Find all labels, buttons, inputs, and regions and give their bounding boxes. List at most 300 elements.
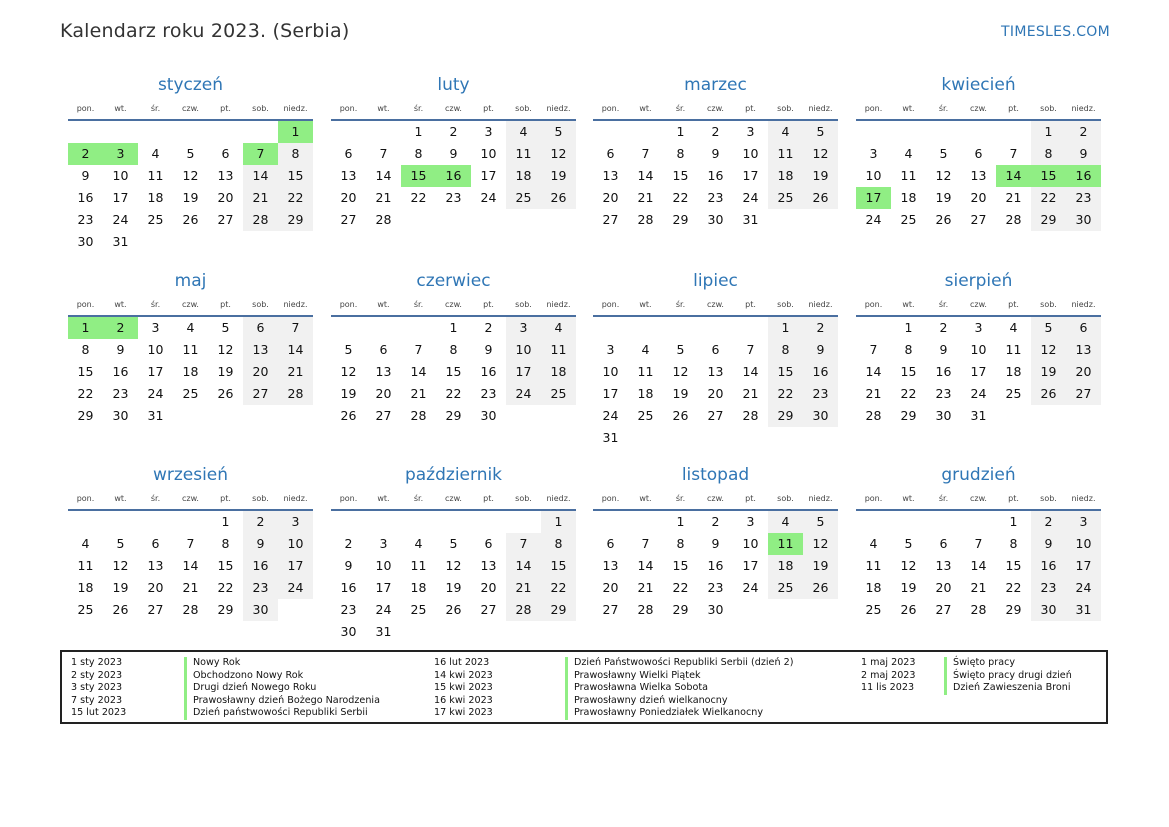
empty-cell — [68, 511, 103, 533]
day-cell: 27 — [1066, 383, 1101, 405]
day-cell: 17 — [147, 364, 164, 379]
day-cell: 12 — [340, 364, 357, 379]
day-cell: 18 — [541, 361, 576, 383]
weekday-label: niedz. — [283, 103, 308, 113]
day-cell: 5 — [221, 320, 230, 335]
day-cell: 4 — [768, 511, 803, 533]
day-cell: 18 — [900, 190, 917, 205]
day-cell: 14 — [970, 558, 987, 573]
day-cell: 12 — [803, 143, 838, 165]
weekday-header — [856, 293, 1101, 315]
weekday-header — [593, 293, 838, 315]
weekday-header — [331, 293, 576, 315]
weekday-label: pon. — [339, 493, 358, 503]
weekday-label: sob. — [777, 493, 794, 503]
day-cell: 9 — [1031, 533, 1066, 555]
day-cell: 15 — [278, 165, 313, 187]
day-cell: 10 — [278, 533, 313, 555]
day-cell: 29 — [672, 212, 689, 227]
day-cell: 16 — [1031, 555, 1066, 577]
day-cell: 6 — [484, 536, 493, 551]
weekday-label: śr. — [413, 299, 424, 309]
day-cell: 7 — [974, 536, 983, 551]
holiday-day-cell: 1 — [278, 121, 313, 143]
day-cell: 5 — [803, 121, 838, 143]
day-cell: 27 — [340, 212, 357, 227]
weekday-label: pon. — [601, 103, 620, 113]
weekday-label: śr. — [150, 103, 161, 113]
day-cell: 14 — [865, 364, 882, 379]
day-cell: 25 — [865, 602, 882, 617]
day-cell: 10 — [742, 536, 759, 551]
day-cell: 21 — [243, 187, 278, 209]
day-cell: 19 — [445, 580, 462, 595]
day-cell: 9 — [116, 342, 125, 357]
day-cell: 22 — [1005, 580, 1022, 595]
day-cell: 21 — [637, 190, 654, 205]
day-cell: 10 — [480, 146, 497, 161]
day-cell: 22 — [768, 383, 803, 405]
day-cell: 29 — [1005, 602, 1022, 617]
day-cell: 16 — [707, 168, 724, 183]
holiday-day-cell: 14 — [996, 165, 1031, 187]
day-cell: 1 — [676, 514, 685, 529]
weekday-label: pon. — [339, 299, 358, 309]
day-cell: 29 — [445, 408, 462, 423]
weekday-label: sob. — [515, 103, 532, 113]
day-cell: 25 — [768, 187, 803, 209]
day-cell: 29 — [672, 602, 689, 617]
day-cell: 4 — [768, 121, 803, 143]
day-cell: 23 — [1031, 577, 1066, 599]
day-cell: 21 — [506, 577, 541, 599]
weekday-label: czw. — [970, 493, 987, 503]
day-cell: 25 — [147, 212, 164, 227]
weekday-label: pt. — [483, 299, 494, 309]
weekday-label: wt. — [902, 103, 915, 113]
day-cell: 24 — [865, 212, 882, 227]
holiday-day-cell: 16 — [1066, 165, 1101, 187]
day-cell: 30 — [1066, 209, 1101, 231]
day-cell: 28 — [1005, 212, 1022, 227]
day-cell: 19 — [112, 580, 129, 595]
day-cell: 7 — [186, 536, 195, 551]
day-cell: 2 — [1031, 511, 1066, 533]
weekday-label: czw. — [445, 299, 462, 309]
day-cell: 7 — [641, 146, 650, 161]
day-cell: 4 — [641, 342, 650, 357]
site-link[interactable]: TIMESLES.COM — [1001, 24, 1110, 40]
empty-cell — [593, 121, 628, 143]
weekday-label: pt. — [483, 103, 494, 113]
day-cell: 26 — [541, 187, 576, 209]
day-cell: 12 — [672, 364, 689, 379]
day-cell: 20 — [375, 386, 392, 401]
empty-cell — [663, 317, 698, 339]
weekday-label: czw. — [707, 103, 724, 113]
day-cell: 22 — [445, 386, 462, 401]
day-cell: 22 — [77, 386, 94, 401]
month-name: wrzesień — [152, 465, 229, 485]
day-cell: 19 — [340, 386, 357, 401]
day-cell: 31 — [112, 234, 129, 249]
weekday-label: śr. — [413, 493, 424, 503]
month-name: październik — [404, 465, 503, 485]
holiday-name: Prawosławny Poniedziałek Wielkanocny — [565, 707, 793, 720]
day-cell: 5 — [939, 146, 948, 161]
holiday-day-cell: 11 — [768, 533, 803, 555]
holiday-day-cell: 15 — [1031, 165, 1066, 187]
weekday-label: wt. — [114, 103, 127, 113]
day-cell: 23 — [707, 580, 724, 595]
weekday-label: niedz. — [283, 299, 308, 309]
day-cell: 5 — [116, 536, 125, 551]
month-name: kwiecień — [941, 75, 1016, 95]
day-cell: 13 — [970, 168, 987, 183]
day-cell: 10 — [865, 168, 882, 183]
day-cell: 5 — [449, 536, 458, 551]
day-cell: 8 — [278, 143, 313, 165]
holiday-day-cell: 16 — [436, 165, 471, 187]
day-cell: 19 — [803, 165, 838, 187]
days-grid — [856, 511, 1101, 621]
empty-cell — [996, 121, 1031, 143]
day-cell: 2 — [711, 124, 720, 139]
weekday-label: sob. — [1040, 493, 1057, 503]
day-cell: 17 — [1066, 555, 1101, 577]
day-cell: 8 — [1031, 143, 1066, 165]
month-11 — [593, 463, 838, 621]
day-cell: 23 — [77, 212, 94, 227]
month-3 — [593, 73, 838, 231]
day-cell: 9 — [711, 536, 720, 551]
weekday-label: czw. — [445, 103, 462, 113]
weekday-label: pon. — [864, 299, 883, 309]
page-title: Kalendarz roku 2023. (Serbia) — [60, 20, 350, 42]
weekday-label: śr. — [938, 299, 949, 309]
day-cell: 16 — [935, 364, 952, 379]
day-cell: 31 — [1066, 599, 1101, 621]
empty-cell — [628, 121, 663, 143]
day-cell: 15 — [1005, 558, 1022, 573]
weekday-label: pt. — [745, 103, 756, 113]
holiday-name: Dzień Zawieszenia Broni — [944, 682, 1072, 695]
day-cell: 20 — [243, 361, 278, 383]
day-cell: 26 — [340, 408, 357, 423]
empty-cell — [208, 121, 243, 143]
day-cell: 6 — [974, 146, 983, 161]
day-cell: 30 — [112, 408, 129, 423]
day-cell: 19 — [217, 364, 234, 379]
weekday-header — [331, 487, 576, 509]
days-grid — [68, 121, 313, 253]
weekday-label: śr. — [675, 299, 686, 309]
day-cell: 9 — [344, 558, 353, 573]
day-cell: 1 — [541, 511, 576, 533]
empty-cell — [366, 511, 401, 533]
day-cell: 28 — [742, 408, 759, 423]
day-cell: 25 — [900, 212, 917, 227]
day-cell: 17 — [602, 386, 619, 401]
day-cell: 12 — [1031, 339, 1066, 361]
empty-cell — [173, 511, 208, 533]
day-cell: 16 — [803, 361, 838, 383]
weekday-label: sob. — [777, 103, 794, 113]
month-name: sierpień — [944, 271, 1013, 291]
month-4 — [856, 73, 1101, 231]
day-cell: 29 — [77, 408, 94, 423]
holiday-date: 1 maj 2023 — [861, 657, 916, 668]
day-cell: 3 — [151, 320, 160, 335]
day-cell: 17 — [112, 190, 129, 205]
day-cell: 11 — [865, 558, 882, 573]
holiday-name: Dzień państwowości Republiki Serbii — [184, 707, 380, 720]
weekday-label: sob. — [252, 493, 269, 503]
day-cell: 9 — [939, 342, 948, 357]
day-cell: 7 — [379, 146, 388, 161]
day-cell: 6 — [221, 146, 230, 161]
weekday-label: sob. — [777, 299, 794, 309]
day-cell: 4 — [1009, 320, 1018, 335]
day-cell: 8 — [449, 342, 458, 357]
month-name: maj — [174, 271, 207, 291]
holiday-name: Prawosławny dzień Bożego Narodzenia — [184, 695, 380, 708]
day-cell: 8 — [81, 342, 90, 357]
day-cell: 1 — [768, 317, 803, 339]
empty-cell — [138, 511, 173, 533]
day-cell: 22 — [541, 577, 576, 599]
day-cell: 18 — [182, 364, 199, 379]
month-name: styczeń — [157, 75, 224, 95]
day-cell: 3 — [506, 317, 541, 339]
day-cell: 16 — [243, 555, 278, 577]
day-cell: 23 — [1066, 187, 1101, 209]
weekday-label: wt. — [902, 299, 915, 309]
days-grid — [68, 511, 313, 621]
empty-cell — [173, 121, 208, 143]
day-cell: 2 — [484, 320, 493, 335]
weekday-header — [331, 97, 576, 119]
month-2 — [331, 73, 576, 231]
holiday-date: 15 kwi 2023 — [434, 682, 493, 693]
day-cell: 31 — [970, 408, 987, 423]
day-cell: 30 — [707, 602, 724, 617]
day-cell: 11 — [541, 339, 576, 361]
day-cell: 21 — [637, 580, 654, 595]
day-cell: 7 — [414, 342, 423, 357]
weekday-label: wt. — [639, 103, 652, 113]
day-cell: 15 — [541, 555, 576, 577]
holiday-day-cell: 17 — [856, 187, 891, 209]
day-cell: 14 — [375, 168, 392, 183]
day-cell: 3 — [379, 536, 388, 551]
day-cell: 16 — [480, 364, 497, 379]
month-6 — [331, 269, 576, 427]
day-cell: 13 — [707, 364, 724, 379]
day-cell: 28 — [243, 209, 278, 231]
day-cell: 25 — [77, 602, 94, 617]
day-cell: 7 — [641, 536, 650, 551]
empty-cell — [103, 121, 138, 143]
holiday-date: 14 kwi 2023 — [434, 669, 493, 681]
day-cell: 13 — [340, 168, 357, 183]
weekday-label: sob. — [1040, 299, 1057, 309]
day-cell: 12 — [182, 168, 199, 183]
day-cell: 11 — [1005, 342, 1022, 357]
holiday-dates-column — [434, 657, 493, 720]
day-cell: 1 — [1031, 121, 1066, 143]
day-cell: 29 — [900, 408, 917, 423]
day-cell: 23 — [112, 386, 129, 401]
weekday-label: pt. — [1008, 299, 1019, 309]
day-cell: 9 — [81, 168, 90, 183]
day-cell: 2 — [1066, 121, 1101, 143]
day-cell: 26 — [217, 386, 234, 401]
holiday-date: 16 lut 2023 — [434, 657, 490, 668]
day-cell: 3 — [278, 511, 313, 533]
weekday-header — [68, 97, 313, 119]
weekday-label: sob. — [515, 299, 532, 309]
day-cell: 25 — [1005, 386, 1022, 401]
day-cell: 27 — [217, 212, 234, 227]
month-12 — [856, 463, 1101, 621]
weekday-label: śr. — [675, 493, 686, 503]
day-cell: 9 — [711, 146, 720, 161]
day-cell: 1 — [221, 514, 230, 529]
weekday-label: wt. — [114, 493, 127, 503]
weekday-label: wt. — [639, 493, 652, 503]
day-cell: 24 — [742, 190, 759, 205]
weekday-label: wt. — [114, 299, 127, 309]
holiday-day-cell: 7 — [243, 143, 278, 165]
empty-cell — [856, 317, 891, 339]
day-cell: 15 — [672, 168, 689, 183]
holiday-date: 16 kwi 2023 — [434, 694, 493, 706]
day-cell: 22 — [900, 386, 917, 401]
weekday-label: sob. — [515, 493, 532, 503]
day-cell: 8 — [541, 533, 576, 555]
day-cell: 15 — [77, 364, 94, 379]
day-cell: 13 — [243, 339, 278, 361]
day-cell: 10 — [970, 342, 987, 357]
empty-cell — [436, 511, 471, 533]
day-cell: 2 — [803, 317, 838, 339]
day-cell: 3 — [746, 514, 755, 529]
day-cell: 17 — [742, 558, 759, 573]
day-cell: 27 — [480, 602, 497, 617]
day-cell: 16 — [707, 558, 724, 573]
day-cell: 20 — [1066, 361, 1101, 383]
holiday-day-cell: 15 — [401, 165, 436, 187]
day-cell: 30 — [243, 599, 278, 621]
day-cell: 8 — [414, 146, 423, 161]
day-cell: 3 — [484, 124, 493, 139]
day-cell: 13 — [935, 558, 952, 573]
day-cell: 8 — [221, 536, 230, 551]
day-cell: 6 — [606, 146, 615, 161]
day-cell: 20 — [340, 190, 357, 205]
day-cell: 17 — [278, 555, 313, 577]
day-cell: 27 — [707, 408, 724, 423]
day-cell: 14 — [506, 555, 541, 577]
day-cell: 26 — [182, 212, 199, 227]
day-cell: 21 — [278, 361, 313, 383]
day-cell: 30 — [77, 234, 94, 249]
empty-cell — [628, 511, 663, 533]
day-cell: 6 — [344, 146, 353, 161]
weekday-label: pon. — [864, 103, 883, 113]
month-name: czerwiec — [416, 271, 491, 291]
day-cell: 28 — [637, 212, 654, 227]
days-grid — [331, 511, 576, 643]
day-cell: 14 — [637, 168, 654, 183]
day-cell: 29 — [1031, 209, 1066, 231]
weekday-label: pon. — [601, 299, 620, 309]
weekday-label: wt. — [377, 493, 390, 503]
day-cell: 4 — [904, 146, 913, 161]
day-cell: 30 — [935, 408, 952, 423]
empty-cell — [733, 317, 768, 339]
month-7 — [593, 269, 838, 449]
day-cell: 30 — [803, 405, 838, 427]
day-cell: 24 — [147, 386, 164, 401]
day-cell: 31 — [602, 430, 619, 445]
day-cell: 4 — [541, 317, 576, 339]
day-cell: 5 — [803, 511, 838, 533]
day-cell: 18 — [768, 165, 803, 187]
day-cell: 5 — [676, 342, 685, 357]
day-cell: 23 — [480, 386, 497, 401]
weekday-label: niedz. — [1071, 493, 1096, 503]
weekday-label: niedz. — [808, 299, 833, 309]
day-cell: 20 — [480, 580, 497, 595]
day-cell: 3 — [869, 146, 878, 161]
empty-cell — [366, 317, 401, 339]
day-cell: 3 — [746, 124, 755, 139]
day-cell: 2 — [939, 320, 948, 335]
day-cell: 21 — [742, 386, 759, 401]
day-cell: 11 — [900, 168, 917, 183]
day-cell: 9 — [243, 533, 278, 555]
weekday-label: czw. — [707, 493, 724, 503]
day-cell: 7 — [506, 533, 541, 555]
day-cell: 28 — [278, 383, 313, 405]
weekday-label: śr. — [150, 299, 161, 309]
day-cell: 10 — [742, 146, 759, 161]
day-cell: 5 — [904, 536, 913, 551]
weekday-label: sob. — [252, 299, 269, 309]
holiday-name: Prawosławny Wielki Piątek — [565, 670, 793, 683]
day-cell: 27 — [602, 602, 619, 617]
day-cell: 26 — [803, 187, 838, 209]
day-cell: 3 — [606, 342, 615, 357]
month-name: luty — [437, 75, 470, 95]
day-cell: 5 — [344, 342, 353, 357]
weekday-label: pon. — [76, 493, 95, 503]
empty-cell — [103, 511, 138, 533]
month-9 — [68, 463, 313, 621]
days-grid — [331, 317, 576, 427]
day-cell: 31 — [742, 212, 759, 227]
empty-cell — [366, 121, 401, 143]
day-cell: 14 — [243, 165, 278, 187]
weekday-label: wt. — [377, 299, 390, 309]
day-cell: 16 — [340, 580, 357, 595]
day-cell: 22 — [410, 190, 427, 205]
weekday-label: pt. — [220, 103, 231, 113]
days-grid — [593, 121, 838, 231]
weekday-label: śr. — [938, 103, 949, 113]
